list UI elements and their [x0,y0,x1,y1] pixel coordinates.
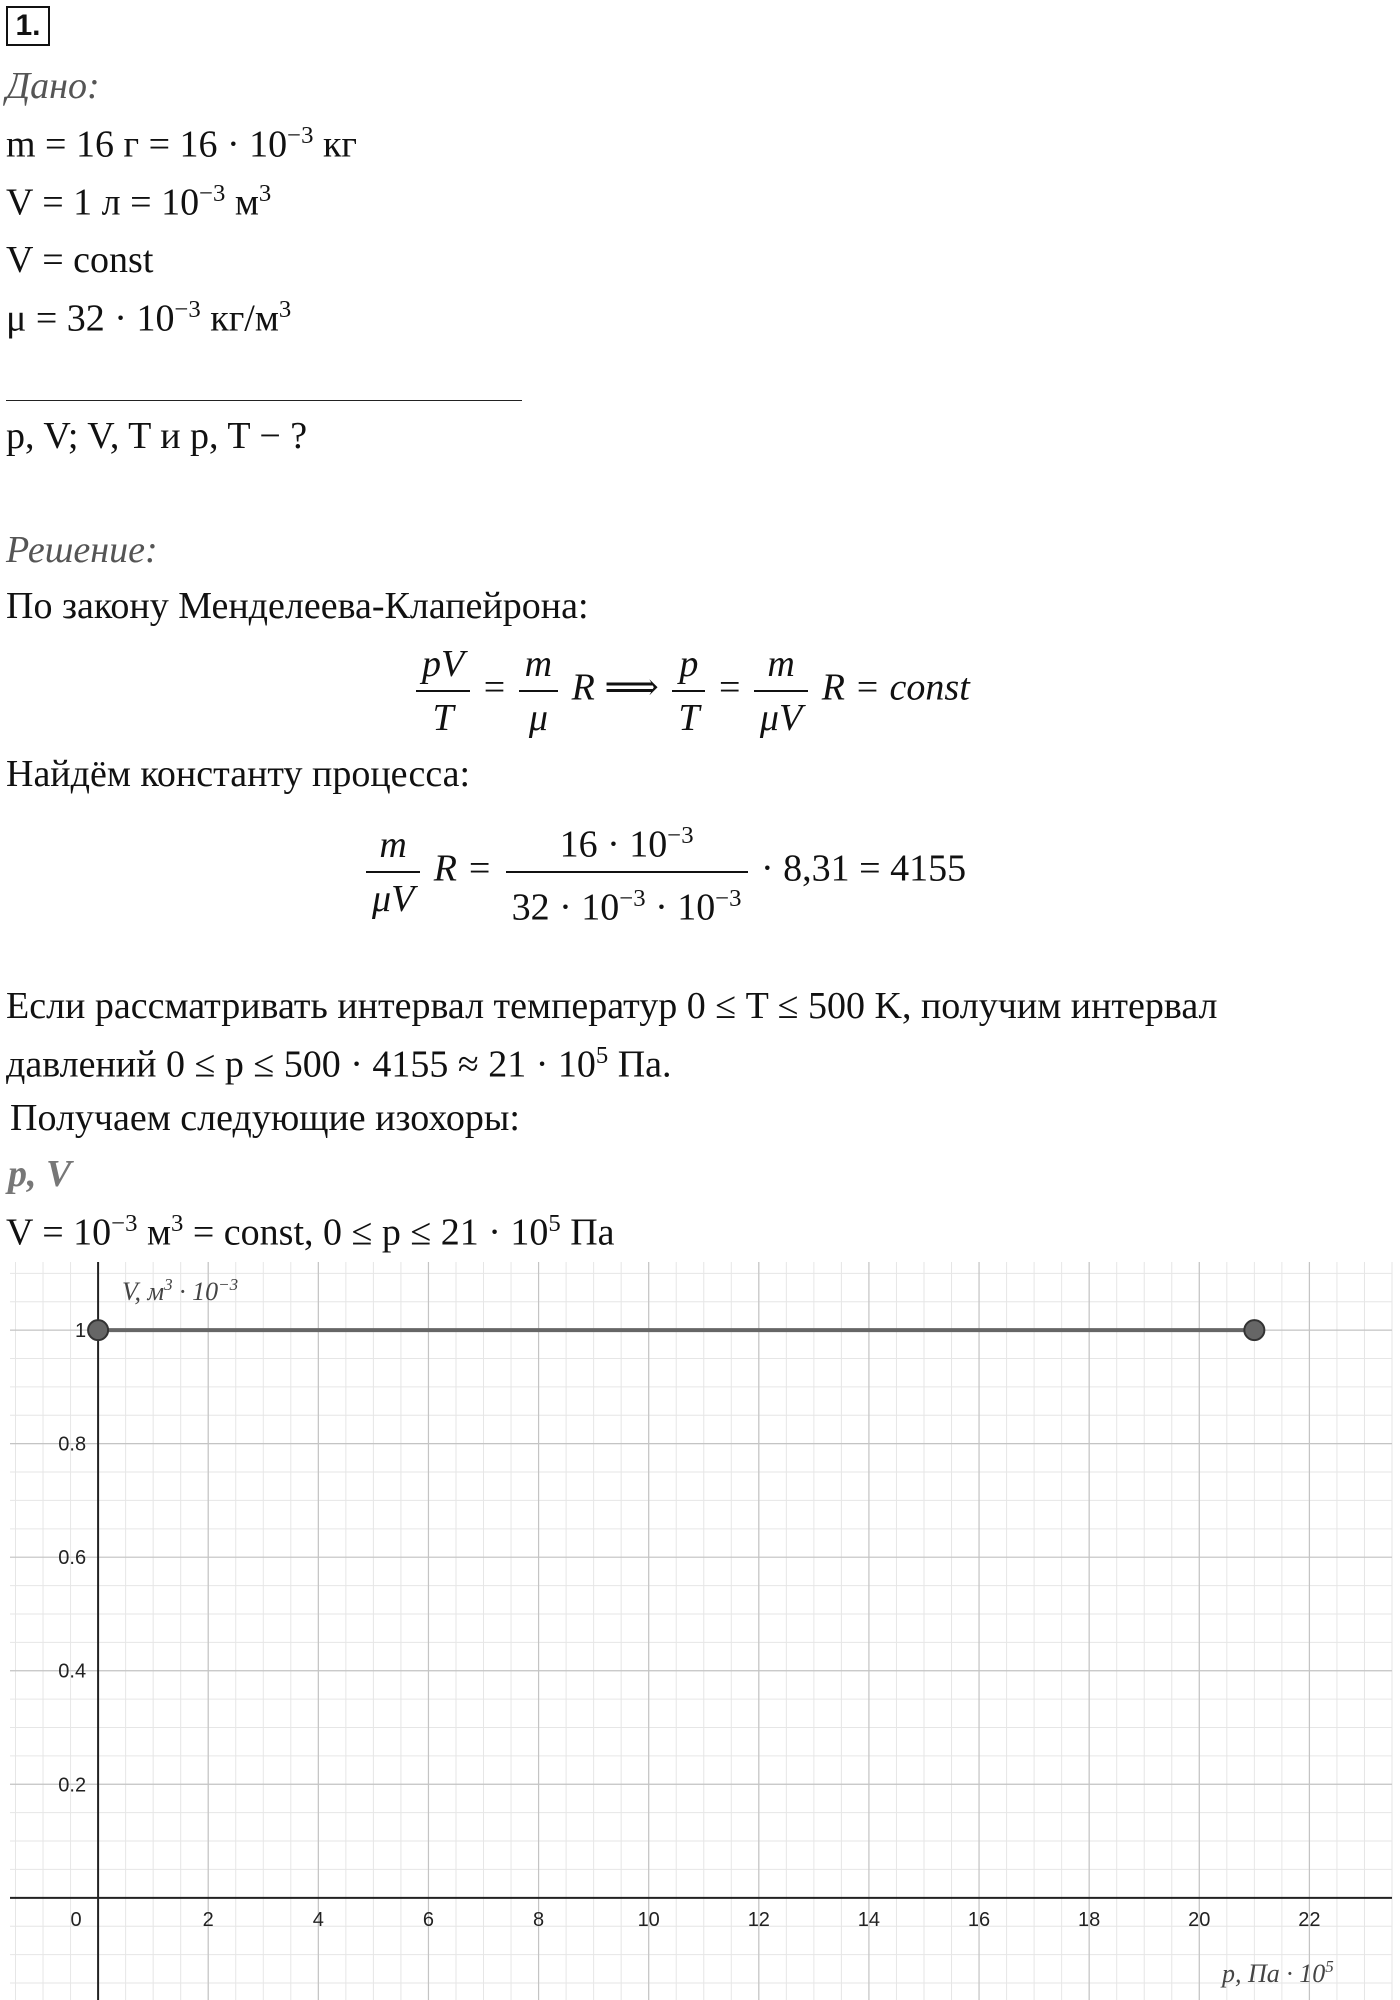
x-tick-label: 16 [967,1908,991,1931]
given-volume [6,180,271,225]
molar-mass-exp: −3 [174,296,201,323]
question-line: p, V; V, T и p, T − ? [6,415,308,457]
grid-minor [10,1262,1392,2000]
volume-unit: м [225,181,259,224]
grid-major [10,1262,1392,2000]
x-axis-title: p, Па · $10^5$ [1222,1957,1334,1988]
solution-label: Решение: [6,529,158,571]
x-tick-label: 18 [1078,1908,1101,1931]
molar-mass-unit-exp: 3 [278,296,292,323]
interval-text-2 [6,1042,672,1087]
y-tick-label: 0.2 [58,1774,87,1797]
formula-mendeleev [412,638,970,744]
volume-exp: −3 [199,180,226,207]
data-point [88,1320,108,1340]
y-axis-title: V, $м^3 \cdot 10^{-3}$ [122,1275,239,1306]
isochores-text: Получаем следующие изохоры: [10,1097,520,1139]
x-tick-label: 4 [312,1908,324,1931]
pv-isochore-line: $V = 10^{-3}$ $м^3$ = const, $0 \le p \le 21 \cdot 10^5$ Па [6,1210,615,1254]
x-tick-label: 10 [637,1908,660,1931]
r-equals: R = [433,847,493,890]
x-tick-label: 2 [202,1908,214,1931]
molar-mass-value: μ = 32 · 10 [6,297,175,340]
chart-axes [10,1262,1392,2000]
given-label: Дано: [6,65,100,107]
fraction-pv-t: $\frac{pV}{T}$ [416,638,470,744]
pressure-interval-unit: Па. [608,1043,672,1086]
x-tick-label: 20 [1188,1908,1211,1931]
x-tick-label: 12 [747,1908,770,1931]
y-tick-label: 1 [74,1320,87,1343]
given-molar-mass [6,296,291,341]
fraction-m-muv: $\frac{m}{\mu V}$ [754,638,808,744]
volume-unit-exp: 3 [258,180,272,207]
x-tick-label: 14 [857,1908,881,1931]
molar-mass-unit: кг/м [200,297,279,340]
fraction-numeric: $\frac{16 \cdot 10^{-3}}{32 \cdot 10^{-3} \cdot 10^{-3}}$ [506,810,748,933]
x-tick-label: 0 [70,1908,82,1931]
section-pv-heading: p, V [8,1153,72,1195]
equals-sign: = [483,666,506,709]
y-tick-label: 0.4 [58,1660,87,1683]
data-point [1244,1320,1264,1340]
law-text: По закону Менделеева-Клапейрона: [6,585,589,627]
volume-value: V = 1 л = 10 [6,181,200,224]
pressure-interval-exp: 5 [595,1042,609,1069]
given-volume-const: V = const [6,239,154,281]
r-const: R = const [821,666,970,709]
tick-labels [58,1320,1320,1931]
x-tick-label: 8 [533,1908,545,1931]
x-tick-label: 6 [422,1908,435,1931]
equals-sign-2: = [718,666,741,709]
fraction-m-muv-2: $\frac{m}{\mu V}$ [366,819,420,925]
mass-unit: кг [313,123,358,166]
r-implies: R ⟹ [571,666,659,709]
const-text: Найдём константу процесса: [6,753,471,795]
mass-exp: −3 [287,122,314,149]
x-tick-label: 22 [1298,1908,1321,1931]
y-tick-label: 0.6 [58,1547,87,1570]
interval-text-1: Если рассматривать интервал температур 0 ≤ T ≤ 500 K, получим интервал [6,985,1218,1027]
isochore-chart [0,1262,1400,2000]
problem-number: 1. [6,6,50,46]
y-tick-label: 0.8 [58,1433,87,1456]
pressure-interval: давлений 0 ≤ p ≤ 500 · 4155 ≈ 21 · 10 [6,1043,596,1086]
given-mass [6,122,357,167]
fraction-p-t: $\frac{p}{T}$ [672,638,705,744]
formula-constant [362,810,966,933]
given-separator [6,400,522,401]
constant-result: · 8,31 = 4155 [761,847,967,890]
mass-value: m = 16 г = 16 · 10 [6,123,288,166]
fraction-m-mu: $\frac{m}{\mu}$ [519,638,558,744]
